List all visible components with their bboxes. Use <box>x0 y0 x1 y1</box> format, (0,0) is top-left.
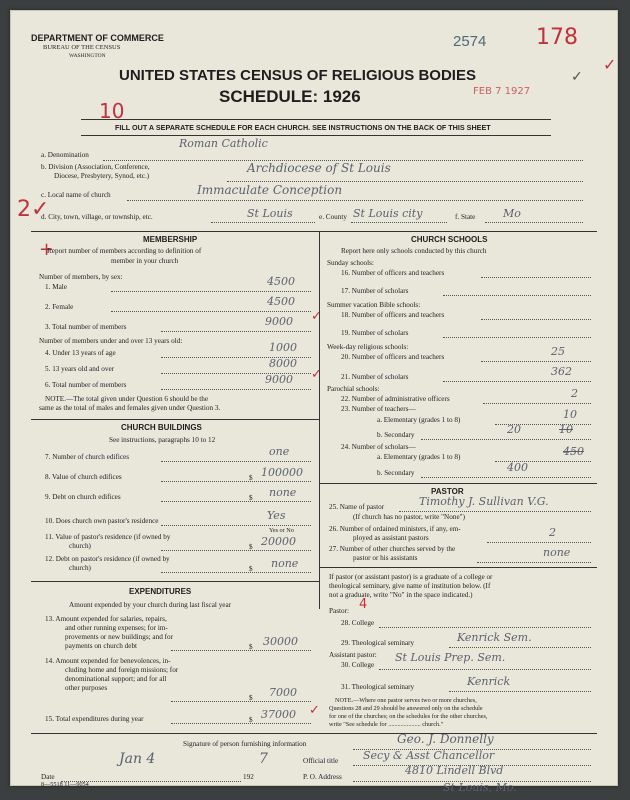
date-label: Date <box>41 773 55 781</box>
dollar-sign-q14: $ <box>249 694 253 702</box>
summer-schools-label: Summer vacation Bible schools: <box>327 301 421 309</box>
division-value: Archdiocese of St Louis <box>247 161 391 175</box>
dollar-sign-q11: $ <box>249 543 253 551</box>
location-label: WASHINGTON <box>69 53 106 59</box>
q20-label: 20. Number of officers and teachers <box>341 353 445 361</box>
q29-value: Kenrick Sem. <box>457 631 532 644</box>
yes-or-no-hint: Yes or No <box>269 527 294 534</box>
county-label: e. County <box>319 213 347 221</box>
weekday-schools-label: Week-day religious schools: <box>327 343 409 351</box>
q14-label: 14. Amount expended for benevolences, in- <box>45 657 171 665</box>
q31-label: 31. Theological seminary <box>341 683 415 691</box>
q7-label: 7. Number of church edifices <box>45 453 130 461</box>
q6-label: 6. Total number of members <box>45 381 127 389</box>
signature-value: Geo. J. Donnelly <box>397 732 494 746</box>
q14-label-3: denominational support; and for all <box>65 675 167 683</box>
buildings-instruction: See instructions, paragraphs 10 to 12 <box>109 436 216 444</box>
q13-label-3: provements or new buildings; and for <box>65 633 173 641</box>
expenditures-subheading: Amount expended by your church during last fiscal year <box>69 601 232 609</box>
division-label-2: Diocese, Presbytery, Synod, etc.) <box>54 172 150 180</box>
q10-label: 10. Does church own pastor's residence <box>45 517 159 525</box>
pencil-check-mark: ✓ <box>571 70 583 85</box>
membership-note: Report number of members according to definition of <box>47 247 202 255</box>
q13-label: 13. Amount expended for salaries, repairs, <box>45 615 167 623</box>
q15-value: 37000 <box>261 708 296 721</box>
q4-label: 4. Under 13 years of age <box>45 349 116 357</box>
q23a-value: 10 <box>563 408 577 421</box>
red-check-q15: ✓ <box>309 703 320 718</box>
membership-heading: MEMBERSHIP <box>143 235 198 244</box>
po-address-label: P. O. Address <box>303 773 342 781</box>
q10-value: Yes <box>267 509 286 522</box>
q4-value: 1000 <box>269 341 297 354</box>
q24-label: 24. Number of scholars— <box>341 443 416 451</box>
pastor-footnote-3: for one of the churches; on the schedules for the other churches, <box>329 713 488 720</box>
form-number-stamp: 2574 <box>453 33 487 50</box>
official-title-label: Official title <box>303 757 339 765</box>
dollar-sign-q12: $ <box>249 565 253 573</box>
red-check-q3: ✓ <box>311 309 322 324</box>
pastor-footnote-4: write "See schedule for ..................... church." <box>329 721 444 728</box>
seminary-note-2: theological seminary, give name of institution below. (If <box>329 582 491 590</box>
q3-value: 9000 <box>265 315 293 328</box>
q29-label: 29. Theological seminary <box>341 639 415 647</box>
red-annotation-ten: 10 <box>99 99 125 123</box>
q24a-crossed-value: 450 <box>563 445 584 458</box>
q16-label: 16. Number of officers and teachers <box>341 269 445 277</box>
church-name-label: c. Local name of church <box>41 191 111 199</box>
city-label: d. City, town, village, or township, etc. <box>41 213 153 221</box>
membership-note-2: member in your church <box>111 257 179 265</box>
church-buildings-heading: CHURCH BUILDINGS <box>121 423 202 432</box>
q24b-value: 400 <box>507 461 528 474</box>
q5-label: 5. 13 years old and over <box>45 365 115 373</box>
state-label: f. State <box>455 213 476 221</box>
dollar-sign-q13: $ <box>249 643 253 651</box>
date-value: Jan 4 <box>119 751 156 767</box>
members-by-sex-label: Number of members, by sex: <box>39 273 123 281</box>
po-address-value: 4810 Lindell Blvd <box>405 764 504 777</box>
members-by-age-label: Number of members under and over 13 years old: <box>39 337 183 345</box>
department-label: DEPARTMENT OF COMMERCE <box>31 33 164 43</box>
year-prefix: 192 <box>243 773 254 781</box>
membership-footnote: NOTE.—The total given under Question 6 should be the <box>45 395 209 403</box>
q9-value: none <box>269 486 297 499</box>
red-check-q6: ✓ <box>311 367 322 382</box>
q18-label: 18. Number of officers and teachers <box>341 311 445 319</box>
q26-value: 2 <box>549 526 556 539</box>
q23a-label: a. Elementary (grades 1 to 8) <box>377 416 461 424</box>
q21-label: 21. Number of scholars <box>341 373 409 381</box>
q24a-label: a. Elementary (grades 1 to 8) <box>377 453 461 461</box>
census-schedule-document <box>10 10 618 794</box>
q2-label: 2. Female <box>45 303 74 311</box>
date-year-suffix: 7 <box>259 751 268 767</box>
q12-label: 12. Debt on pastor's residence (if owned by <box>45 555 170 563</box>
q26-label-2: ployed as assistant pastors <box>353 534 429 542</box>
q11-value: 20000 <box>261 535 296 548</box>
dollar-sign-q8: $ <box>249 474 253 482</box>
pastor-label: Pastor: <box>329 607 349 615</box>
form-code: 8—5518 11—9054 <box>41 781 89 788</box>
q14-label-4: other purposes <box>65 684 108 692</box>
q3-label: 3. Total number of members <box>45 323 127 331</box>
official-title-value: Secy & Asst Chancellor <box>363 749 495 762</box>
q22-value: 2 <box>571 387 578 400</box>
pastor-heading: PASTOR <box>431 487 464 496</box>
form-title: UNITED STATES CENSUS OF RELIGIOUS BODIES <box>119 67 476 84</box>
q1-value: 4500 <box>267 275 295 288</box>
q26-label: 26. Number of ordained ministers, if any, em- <box>329 525 461 533</box>
q2-value: 4500 <box>267 295 295 308</box>
church-schools-heading: CHURCH SCHOOLS <box>411 235 488 244</box>
seminary-note: If pastor (or assistant pastor) is a graduate of a college or <box>329 573 493 581</box>
red-plus-mark: + <box>39 239 55 260</box>
schedule-title: SCHEDULE: 1926 <box>219 87 361 106</box>
q27-value: none <box>543 546 571 559</box>
expenditures-heading: EXPENDITURES <box>129 587 192 596</box>
q27-label: 27. Number of other churches served by the <box>329 545 456 553</box>
q20-value: 25 <box>551 345 565 358</box>
county-value: St Louis city <box>353 207 423 220</box>
red-margin-annotation: 2✓ <box>17 197 50 222</box>
q9-label: 9. Debt on church edifices <box>45 493 121 501</box>
q12-label-2: church) <box>69 564 91 572</box>
q14-label-2: cluding home and foreign missions; for <box>65 666 179 674</box>
pastor-footnote: NOTE.—Where one pastor serves two or more churches, <box>335 697 477 704</box>
red-pastor-mark: 4 <box>359 597 368 612</box>
q6-value: 9000 <box>265 373 293 386</box>
q28-label: 28. College <box>341 619 375 627</box>
q1-label: 1. Male <box>45 283 67 291</box>
q23b-value: 20 <box>507 423 521 436</box>
city-value: St Louis <box>247 207 293 220</box>
seminary-note-3: not a graduate, write "No" in the space indicated.) <box>329 591 473 599</box>
signature-label: Signature of person furnishing information <box>183 740 307 748</box>
q23-label: 23. Number of teachers— <box>341 405 416 413</box>
pastor-name-value: Timothy J. Sullivan V.G. <box>419 495 549 508</box>
q12-value: none <box>271 557 299 570</box>
q27-label-2: pastor or his assistants <box>353 554 418 562</box>
red-number-annotation: 178 <box>536 25 578 50</box>
q8-value: 100000 <box>261 466 303 479</box>
denomination-value: Roman Catholic <box>179 137 268 150</box>
q21-value: 362 <box>551 365 572 378</box>
q30-value: St Louis Prep. Sem. <box>395 651 506 664</box>
q14-value: 7000 <box>269 686 297 699</box>
bureau-label: BUREAU OF THE CENSUS <box>43 44 121 51</box>
pastor-footnote-2: Questions 28 and 29 should be answered only on the schedule <box>329 705 483 712</box>
q8-label: 8. Value of church edifices <box>45 473 122 481</box>
schools-instruction: Report here only schools conducted by this church <box>341 247 487 255</box>
assistant-pastor-label: Assistant pastor: <box>329 651 377 659</box>
q11-label-2: church) <box>69 542 91 550</box>
q23b-label: b. Secondary <box>377 431 415 439</box>
dollar-sign-q9: $ <box>249 494 253 502</box>
q23b-crossed-value: 10 <box>559 423 573 436</box>
q13-label-2: and other running expenses; for im- <box>65 624 168 632</box>
red-check-mark-top: ✓ <box>603 55 617 74</box>
received-date-stamp: FEB 7 1927 <box>473 86 531 97</box>
q13-value: 30000 <box>263 635 298 648</box>
q19-label: 19. Number of scholars <box>341 329 409 337</box>
q24b-label: b. Secondary <box>377 469 415 477</box>
sunday-schools-label: Sunday schools: <box>327 259 374 267</box>
q7-value: one <box>269 445 290 458</box>
q15-label: 15. Total expenditures during year <box>45 715 144 723</box>
church-name-value: Immaculate Conception <box>197 183 343 197</box>
q13-label-4: payments on church debt <box>65 642 138 650</box>
q30-label: 30. College <box>341 661 375 669</box>
q22-label: 22. Number of administrative officers <box>341 395 450 403</box>
q31-value: Kenrick <box>467 675 511 688</box>
membership-footnote-2: same as the total of males and females given under Question 3. <box>39 404 221 412</box>
q25-hint: (If church has no pastor, write "None") <box>353 513 465 521</box>
q5-value: 8000 <box>269 357 297 370</box>
po-address-city: St Louis, Mo. <box>443 781 517 794</box>
parochial-schools-label: Parochial schools: <box>327 385 380 393</box>
state-value: Mo <box>503 207 521 220</box>
q17-label: 17. Number of scholars <box>341 287 409 295</box>
dollar-sign-q15: $ <box>249 716 253 724</box>
instruction-line: FILL OUT A SEPARATE SCHEDULE FOR EACH CHURCH. SEE INSTRUCTIONS ON THE BACK OF THIS SHEET <box>115 123 491 132</box>
q25-label: 25. Name of pastor <box>329 503 385 511</box>
q11-label: 11. Value of pastor's residence (if owned by <box>45 533 171 541</box>
division-label: b. Division (Association, Conference, <box>41 163 150 171</box>
denomination-label: a. Denomination <box>41 151 89 159</box>
